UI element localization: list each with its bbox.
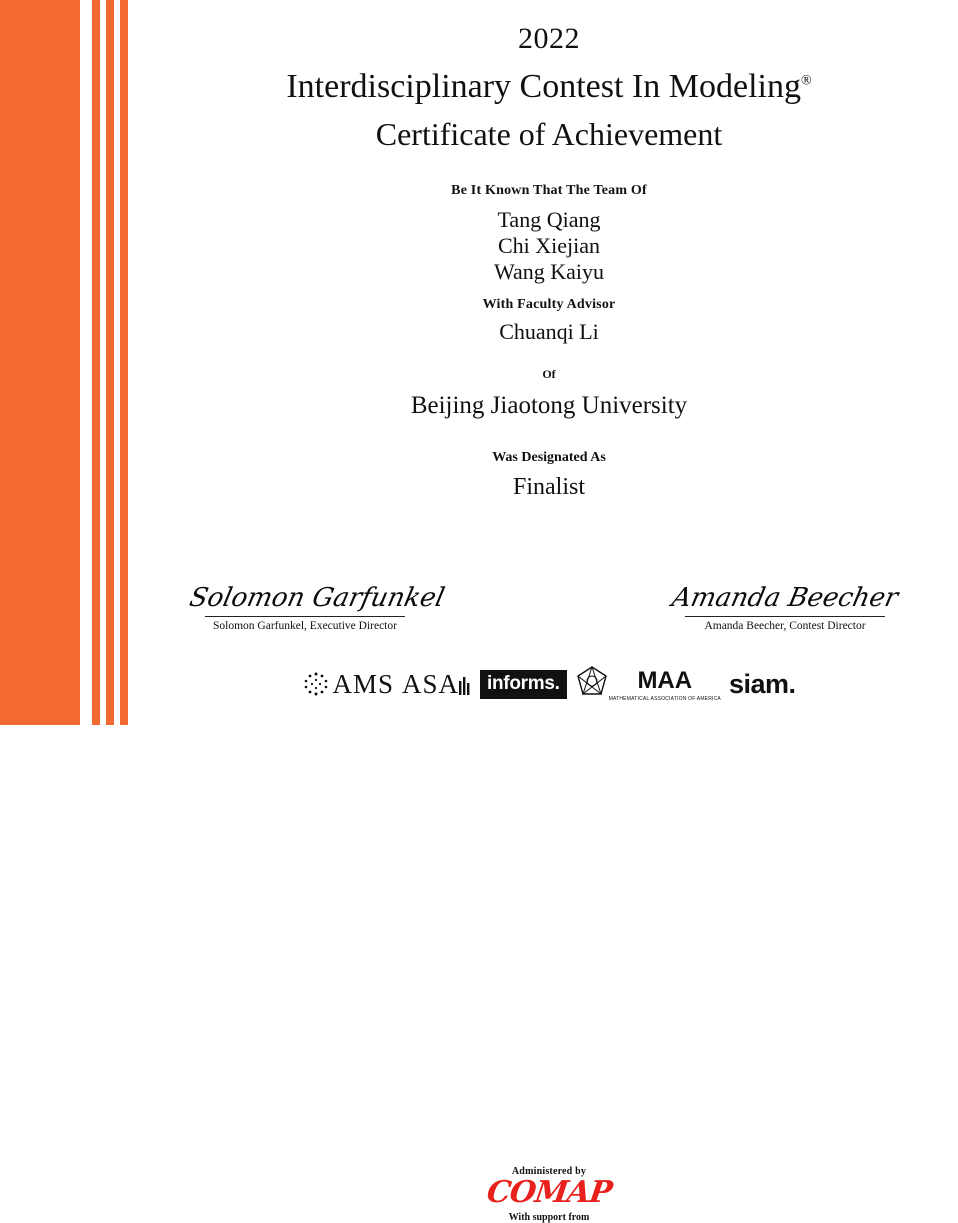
team-label: Be It Known That The Team Of [451,183,647,198]
asa-logo-icon [458,673,472,695]
support-from-label: With support from [508,1212,590,1223]
sponsor-maa [575,665,721,704]
designation-label: Was Designated As [492,450,606,465]
maa-icosahedron-icon [575,665,609,704]
sponsor-ams [302,669,394,700]
sponsor-siam [729,669,796,700]
team-member: Wang Kaiyu [493,259,605,284]
ams-label: AMS [332,668,394,699]
advisor-label: With Faculty Advisor [482,297,616,312]
award-level: Finalist [512,474,585,500]
informs-logo-icon [480,670,567,699]
signature-block-right [670,580,900,632]
contest-year: 2022 [518,22,580,55]
decorative-bar-4 [120,0,128,725]
sponsor-informs [480,670,567,699]
siam-label: siam [728,668,789,699]
informs-label: informs [487,672,555,694]
signature-rule-left [205,616,405,617]
registered-trademark-icon: ® [801,73,812,89]
decorative-bar-wide [0,0,80,725]
team-member-list [140,207,958,285]
administrator-block [449,1166,649,1223]
contest-title [140,68,958,106]
maa-label: MAA [637,666,693,694]
signature-name-left: Solomon Garfunkel, Executive Director [213,620,397,632]
siam-dot: . [788,668,796,699]
team-member: Tang Qiang [497,207,601,232]
informs-dot: . [554,672,560,694]
signature-block-left [186,580,448,632]
certificate-subtitle: Certificate of Achievement [375,116,723,152]
contest-title-text: Interdisciplinary Contest In Modeling [286,68,801,105]
decorative-bar-3 [106,0,114,725]
asa-label: ASA [402,668,460,699]
sponsor-logo-row [140,660,958,708]
certificate-content [140,0,958,1223]
signature-mark-right: Amanda Beecher [669,583,901,613]
signature-mark-left: Solomon Garfunkel [186,583,448,613]
sponsor-asa [402,669,472,700]
signature-name-right: Amanda Beecher, Contest Director [704,620,866,632]
comap-logo-icon: COMAP [484,1175,614,1210]
institution-name: Beijing Jiaotong University [410,392,688,419]
team-member: Chi Xiejian [497,233,601,258]
of-label: Of [542,367,556,381]
decorative-bar-2 [92,0,100,725]
administered-by-label: Administered by [511,1166,587,1177]
ams-logo-icon [302,670,330,698]
maa-tagline: MATHEMATICAL ASSOCIATION OF AMERICA [608,695,721,702]
signature-rule-right [685,616,885,617]
advisor-name: Chuanqi Li [499,319,599,344]
